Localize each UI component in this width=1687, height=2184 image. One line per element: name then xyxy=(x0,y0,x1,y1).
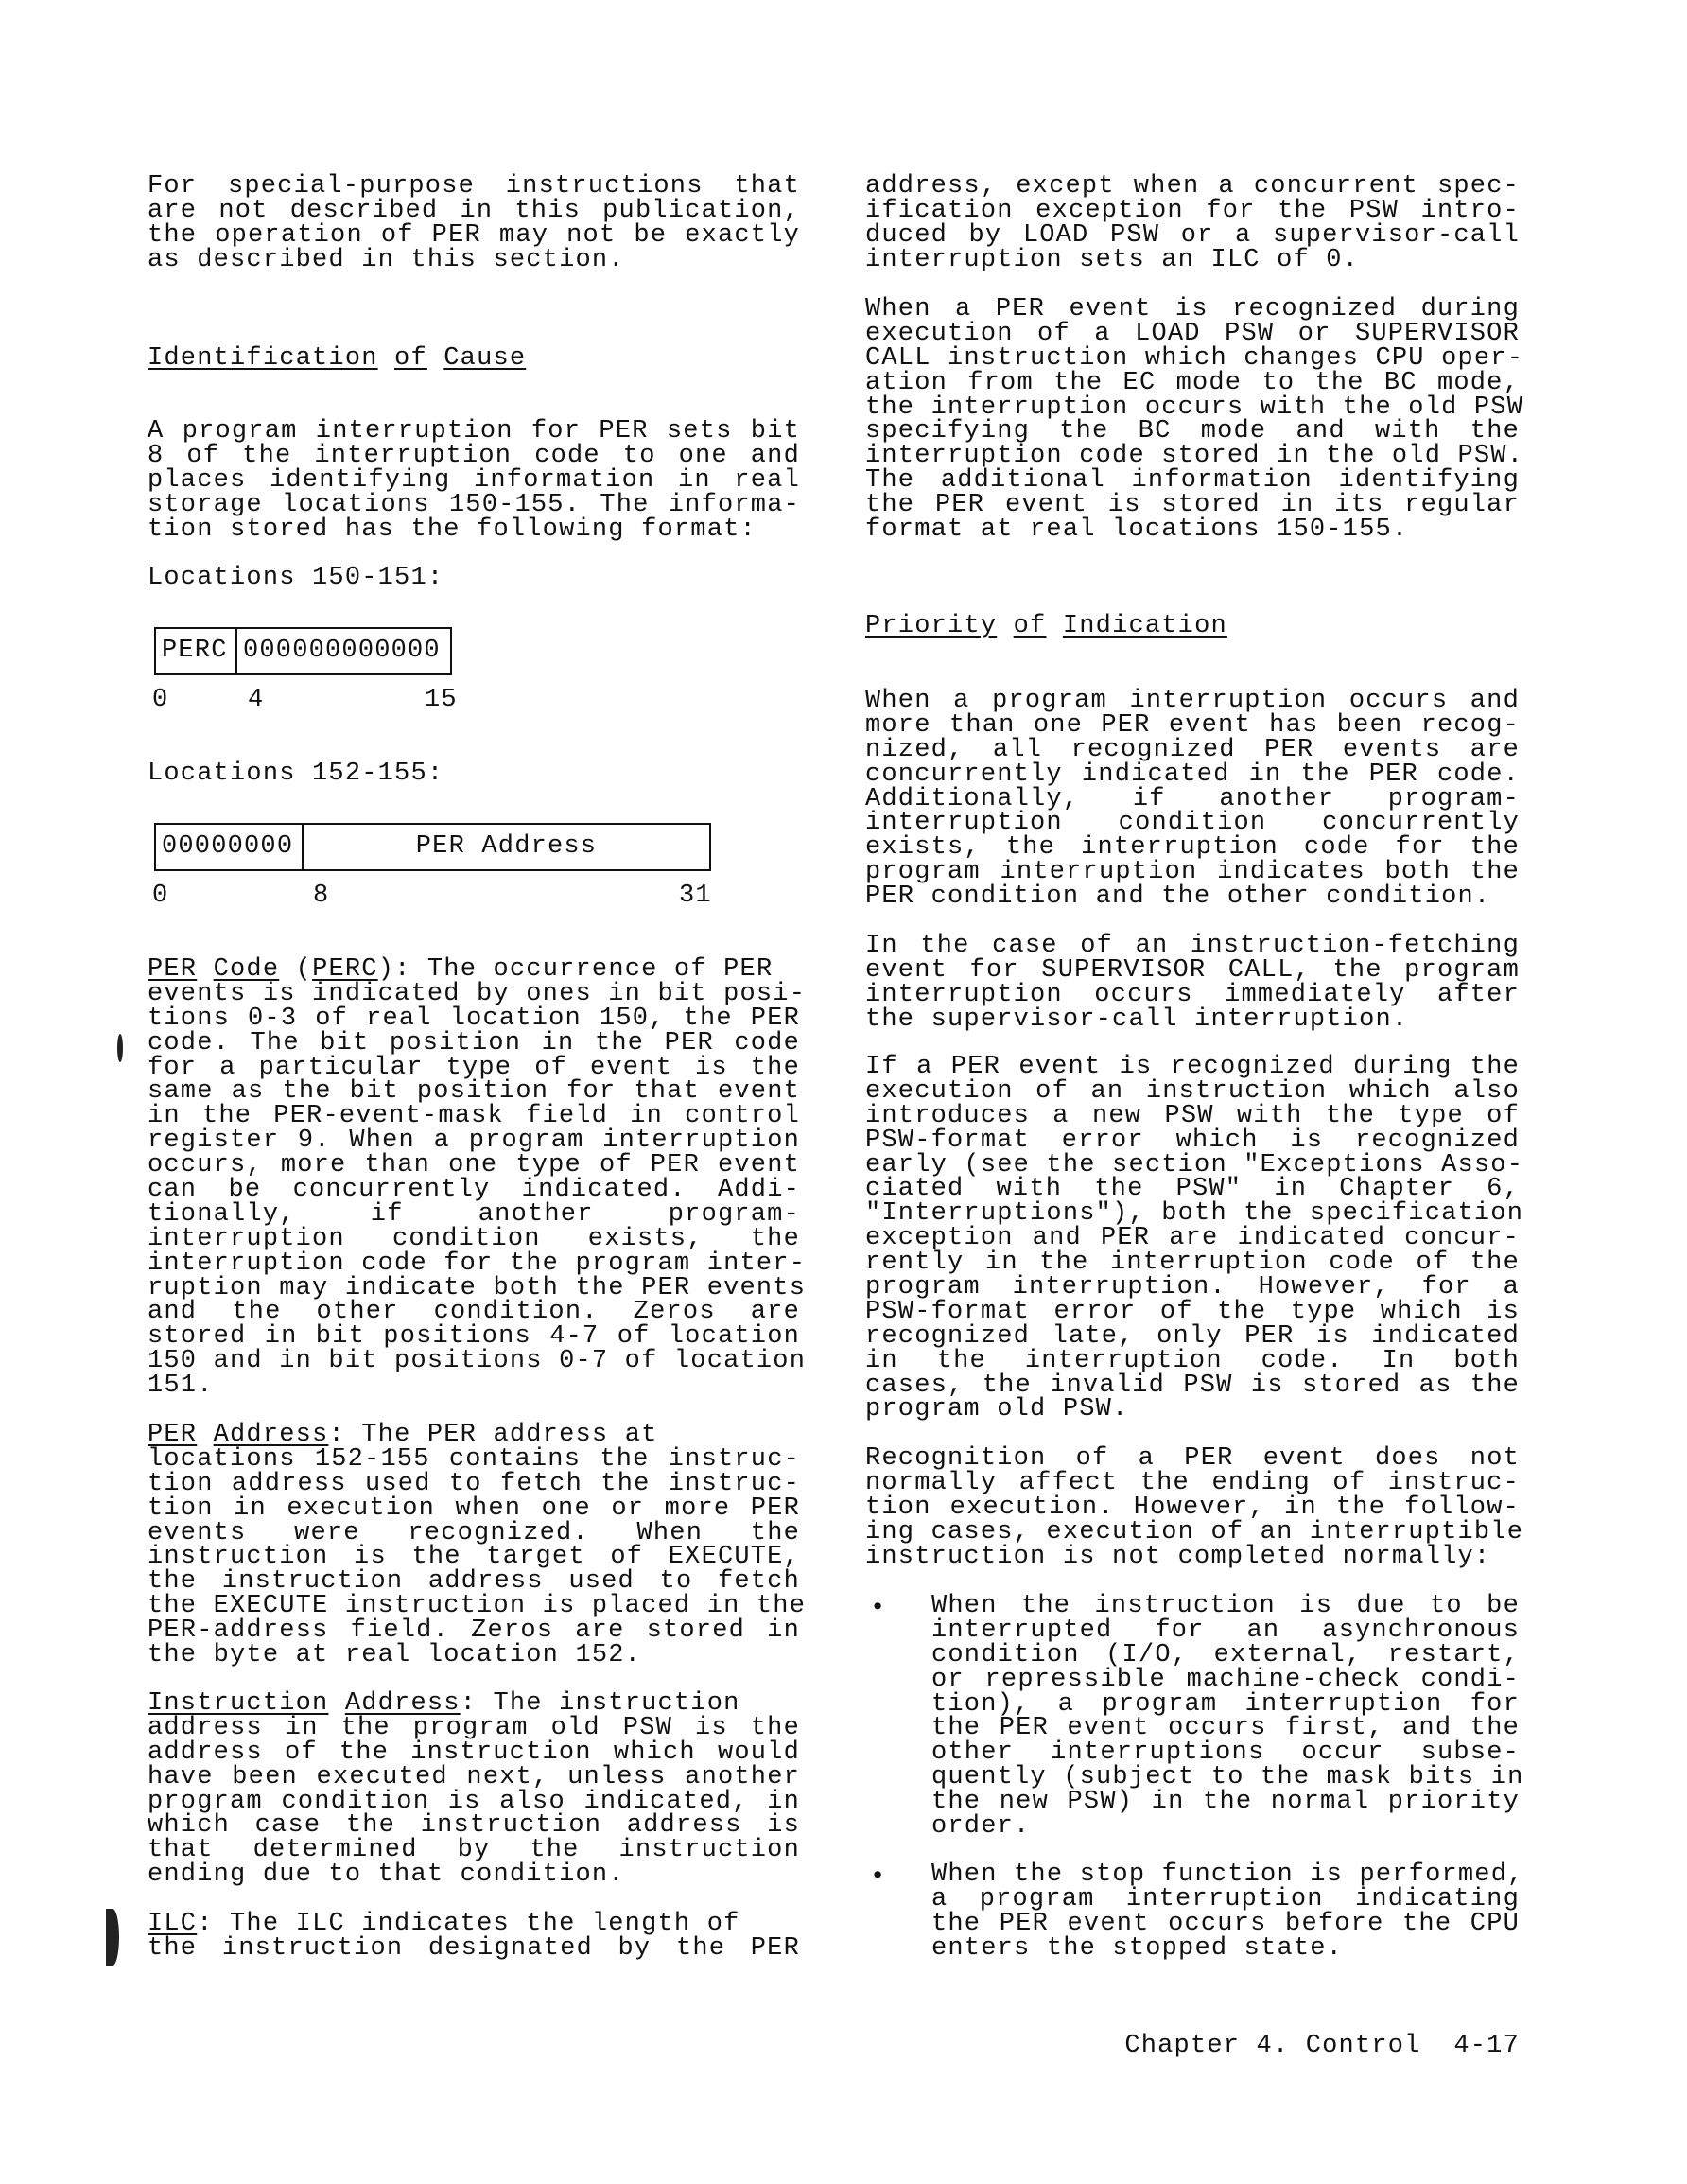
format-box-152-155 xyxy=(154,823,711,871)
text-line: a program interruption indicating xyxy=(931,1884,1520,1913)
text-line: quently (subject to the mask bits in xyxy=(931,1763,1524,1792)
cause-paragraph xyxy=(148,417,800,544)
per-address-paragraph xyxy=(148,1421,807,1670)
text-line: tion execution. However, in the follow- xyxy=(865,1493,1520,1522)
bit-label: 31 xyxy=(679,882,712,910)
bit-label: 4 xyxy=(248,686,265,714)
text-line: 150 and in bit positions 0-7 of location xyxy=(148,1347,807,1376)
text-segment xyxy=(427,344,443,373)
supervisor-call-paragraph xyxy=(865,932,1520,1034)
text-line: For special-purpose instructions that xyxy=(148,172,800,201)
text-line xyxy=(148,1689,800,1718)
text-line: more than one PER event has been recog- xyxy=(865,710,1520,740)
text-line: in the PER-event-mask field in control xyxy=(148,1102,800,1131)
ilc-paragraph xyxy=(148,1910,800,1963)
text-line: interruption sets an ILC of 0. xyxy=(865,245,1360,274)
text-line: program old PSW. xyxy=(865,1395,1129,1424)
underlined-term: Instruction xyxy=(148,1689,329,1718)
text-line: address, except when a concurrent spec- xyxy=(865,172,1520,201)
text-line: When a program interruption occurs and xyxy=(865,687,1520,715)
text-line: duced by LOAD PSW or a supervisor-call xyxy=(865,220,1520,250)
load-psw-paragraph xyxy=(865,295,1524,545)
underlined-term: PER xyxy=(148,955,198,984)
text-line: the EXECUTE instruction is placed in the xyxy=(148,1592,807,1621)
text-line: other interruptions occur subse- xyxy=(931,1738,1520,1768)
text-line: PSW-format error which is recognized xyxy=(865,1126,1520,1155)
bit-label: 15 xyxy=(425,686,458,714)
text-line: 151. xyxy=(148,1372,214,1401)
text-line: "Interruptions"), both the specification xyxy=(865,1199,1524,1229)
psw-format-paragraph xyxy=(865,1053,1524,1424)
text-line: Recognition of a PER event does not xyxy=(865,1444,1520,1473)
bullet-item-interruption xyxy=(931,1592,1524,1842)
text-line: which case the instruction address is xyxy=(148,1811,800,1841)
text-line: instruction is the target of EXECUTE, xyxy=(148,1543,800,1572)
text-line: ing cases, execution of an interruptible xyxy=(865,1517,1524,1546)
page-footer: Chapter 4. Control 4-17 xyxy=(1124,2032,1520,2060)
text-line: locations 152-155 contains the instruc- xyxy=(148,1444,800,1474)
text-line: code. The bit position in the PER code xyxy=(148,1028,800,1057)
text-line xyxy=(148,1421,800,1449)
text-line: register 9. When a program interruption xyxy=(148,1127,800,1156)
underlined-term: Indication xyxy=(1062,612,1227,640)
underlined-term: of xyxy=(394,344,427,373)
text-line: program interruption. However, for a xyxy=(865,1273,1520,1302)
text-line: condition (I/O, external, restart, xyxy=(931,1640,1520,1669)
text-line: and the other condition. Zeros are xyxy=(148,1298,800,1327)
text-line: specifying the BC mode and with the xyxy=(865,417,1520,446)
text-segment xyxy=(997,612,1013,640)
text-line: can be concurrently indicated. Addi- xyxy=(148,1176,800,1205)
perc-field: PERC xyxy=(156,629,237,673)
revision-bar-mark xyxy=(106,1909,119,1966)
text-segment xyxy=(378,344,394,373)
underlined-term: Identification xyxy=(148,344,378,373)
text-line: format at real locations 150-155. xyxy=(865,515,1409,545)
text-line: order. xyxy=(931,1812,1031,1842)
text-line: the PER event is stored in its regular xyxy=(865,491,1520,520)
text-segment: : The ILC indicates the length of xyxy=(197,1910,740,1938)
instruction-address-paragraph xyxy=(148,1689,800,1890)
text-segment: ( xyxy=(279,955,313,984)
text-line: nized, all recognized PER events are xyxy=(865,735,1520,764)
text-line: storage locations 150-155. The informa- xyxy=(148,490,800,519)
text-line: program condition is also indicated, in xyxy=(148,1787,800,1816)
text-line: execution of a LOAD PSW or SUPERVISOR xyxy=(865,319,1520,348)
underlined-term: Priority xyxy=(865,612,998,640)
text-line: early (see the section "Exceptions Asso- xyxy=(865,1150,1524,1179)
text-line: execution of an instruction which also xyxy=(865,1076,1520,1106)
zero-byte-field: 00000000 xyxy=(156,825,304,869)
text-line: the interruption occurs with the old PSW xyxy=(865,393,1524,422)
bullet-item-stop-function xyxy=(931,1861,1524,1963)
text-line: normally affect the ending of instruc- xyxy=(865,1468,1520,1497)
text-line: instruction is not completed normally: xyxy=(865,1542,1491,1571)
underlined-term: PERC xyxy=(312,955,378,984)
format-box-150-151 xyxy=(154,627,452,675)
underlined-term: ILC xyxy=(148,1910,198,1938)
text-line: ruption may indicate both the PER events xyxy=(148,1273,807,1302)
text-line: When the stop function is performed, xyxy=(931,1861,1524,1889)
intro-paragraph xyxy=(148,172,800,274)
text-line: ciated with the PSW" in Chapter 6, xyxy=(865,1175,1520,1204)
underlined-term: PER xyxy=(148,1421,198,1449)
text-line: A program interruption for PER sets bit xyxy=(148,417,800,446)
text-line: ification exception for the PSW intro- xyxy=(865,196,1520,225)
text-line: interruption code for the program inter- xyxy=(148,1249,807,1278)
text-line: tion), a program interruption for xyxy=(931,1689,1520,1719)
text-line: interruption occurs immediately after xyxy=(865,980,1520,1009)
text-line: introduces a new PSW with the type of xyxy=(865,1101,1520,1130)
text-line: events were recognized. When the xyxy=(148,1518,800,1547)
text-line: If a PER event is recognized during the xyxy=(865,1053,1520,1081)
text-line: tionally, if another program- xyxy=(148,1199,800,1229)
text-line: stored in bit positions 4-7 of location xyxy=(148,1322,800,1352)
text-line: CALL instruction which changes CPU oper- xyxy=(865,343,1524,373)
text-line: ation from the EC mode to the BC mode, xyxy=(865,368,1520,397)
text-line: ending due to that condition. xyxy=(148,1861,625,1890)
text-line: enters the stopped state. xyxy=(931,1933,1344,1963)
heading-identification-of-cause xyxy=(148,344,800,373)
text-line: Additionally, if another program- xyxy=(865,784,1520,813)
text-line: PSW-format error of the type which is xyxy=(865,1297,1520,1326)
underlined-term: Address xyxy=(213,1421,329,1449)
text-line: interruption code stored in the old PSW. xyxy=(865,442,1524,471)
locations-152-155-label: Locations 152-155: xyxy=(148,760,444,788)
text-line: are not described in this publication, xyxy=(148,196,800,225)
priority-paragraph xyxy=(865,687,1520,912)
text-segment: : The instruction xyxy=(460,1689,740,1718)
text-line: tion stored has the following format: xyxy=(148,515,757,544)
text-line: program interruption indicates both the xyxy=(865,858,1520,887)
recognition-paragraph xyxy=(865,1444,1524,1571)
text-line: have been executed next, unless another xyxy=(148,1762,800,1791)
text-line: the PER event occurs before the CPU xyxy=(931,1909,1520,1938)
text-line: that determined by the instruction xyxy=(148,1836,800,1865)
text-line: concurrently indicated in the PER code. xyxy=(865,760,1520,789)
text-line: the new PSW) in the normal priority xyxy=(931,1788,1520,1817)
zero-field: 000000000000 xyxy=(243,637,441,665)
text-segment: : The PER address at xyxy=(328,1421,658,1449)
text-line: event for SUPERVISOR CALL, the program xyxy=(865,955,1520,985)
text-line: interruption condition exists, the xyxy=(148,1224,800,1253)
text-line: the instruction designated by the PER xyxy=(148,1933,800,1963)
text-line: the byte at real location 152. xyxy=(148,1641,642,1670)
underlined-term: Code xyxy=(213,955,280,984)
text-line: 8 of the interruption code to one and xyxy=(148,441,800,470)
text-line: exists, the interruption code for the xyxy=(865,833,1520,863)
text-line: In the case of an instruction-fetching xyxy=(865,932,1520,960)
revision-bar-mark xyxy=(117,1034,123,1062)
locations-150-151-label: Locations 150-151: xyxy=(148,564,444,592)
text-line xyxy=(148,955,800,984)
bullet-icon: • xyxy=(870,1595,887,1623)
underlined-term: Address xyxy=(344,1689,461,1718)
text-line: the supervisor-call interruption. xyxy=(865,1005,1409,1034)
text-line: tion in execution when one or more PER xyxy=(148,1494,800,1523)
text-line: occurs, more than one type of PER event xyxy=(148,1151,800,1180)
ilc-continuation-paragraph xyxy=(865,172,1520,274)
bit-label: 0 xyxy=(152,686,169,714)
text-line: exception and PER are indicated concur- xyxy=(865,1224,1520,1253)
text-line: PER condition and the other condition. xyxy=(865,882,1491,912)
text-line: places identifying information in real xyxy=(148,465,800,495)
text-line: rently in the interruption code of the xyxy=(865,1249,1520,1278)
text-line: the operation of PER may not be exactly xyxy=(148,220,800,250)
text-line: as described in this section. xyxy=(148,245,625,274)
underlined-term: of xyxy=(1013,612,1047,640)
text-line xyxy=(148,344,800,373)
underlined-term: Cause xyxy=(443,344,527,373)
text-line: tions 0-3 of real location 150, the PER xyxy=(148,1004,800,1033)
text-line: tion address used to fetch the instruc- xyxy=(148,1469,800,1498)
text-line: cases, the invalid PSW is stored as the xyxy=(865,1371,1520,1400)
text-line: When a PER event is recognized during xyxy=(865,295,1520,323)
text-line xyxy=(148,1910,800,1938)
text-line: in the interruption code. In both xyxy=(865,1346,1520,1375)
per-address-field: PER Address xyxy=(415,832,598,861)
text-line: The additional information identifying xyxy=(865,466,1520,496)
text-line: address of the instruction which would xyxy=(148,1738,800,1767)
bit-label: 8 xyxy=(313,882,330,910)
text-line: interruption condition concurrently xyxy=(865,809,1520,838)
text-line xyxy=(865,612,1520,640)
bullet-icon: • xyxy=(870,1863,887,1892)
text-line: or repressible machine-check condi- xyxy=(931,1665,1520,1694)
text-line: events is indicated by ones in bit posi- xyxy=(148,979,807,1008)
text-line: PER-address field. Zeros are stored in xyxy=(148,1616,800,1646)
text-segment xyxy=(1046,612,1062,640)
text-line: address in the program old PSW is the xyxy=(148,1713,800,1742)
bit-label: 0 xyxy=(152,882,169,910)
text-line: same as the bit position for that event xyxy=(148,1077,800,1107)
text-line: for a particular type of event is the xyxy=(148,1053,800,1082)
text-line: When the instruction is due to be xyxy=(931,1592,1520,1620)
text-line: recognized late, only PER is indicated xyxy=(865,1321,1520,1351)
text-line: the instruction address used to fetch xyxy=(148,1567,800,1597)
text-line: the PER event occurs first, and the xyxy=(931,1714,1520,1743)
text-line: interrupted for an asynchronous xyxy=(931,1616,1520,1645)
per-code-paragraph xyxy=(148,955,807,1401)
heading-priority-of-indication xyxy=(865,612,1520,640)
text-segment: ): The occurrence of PER xyxy=(377,955,774,984)
